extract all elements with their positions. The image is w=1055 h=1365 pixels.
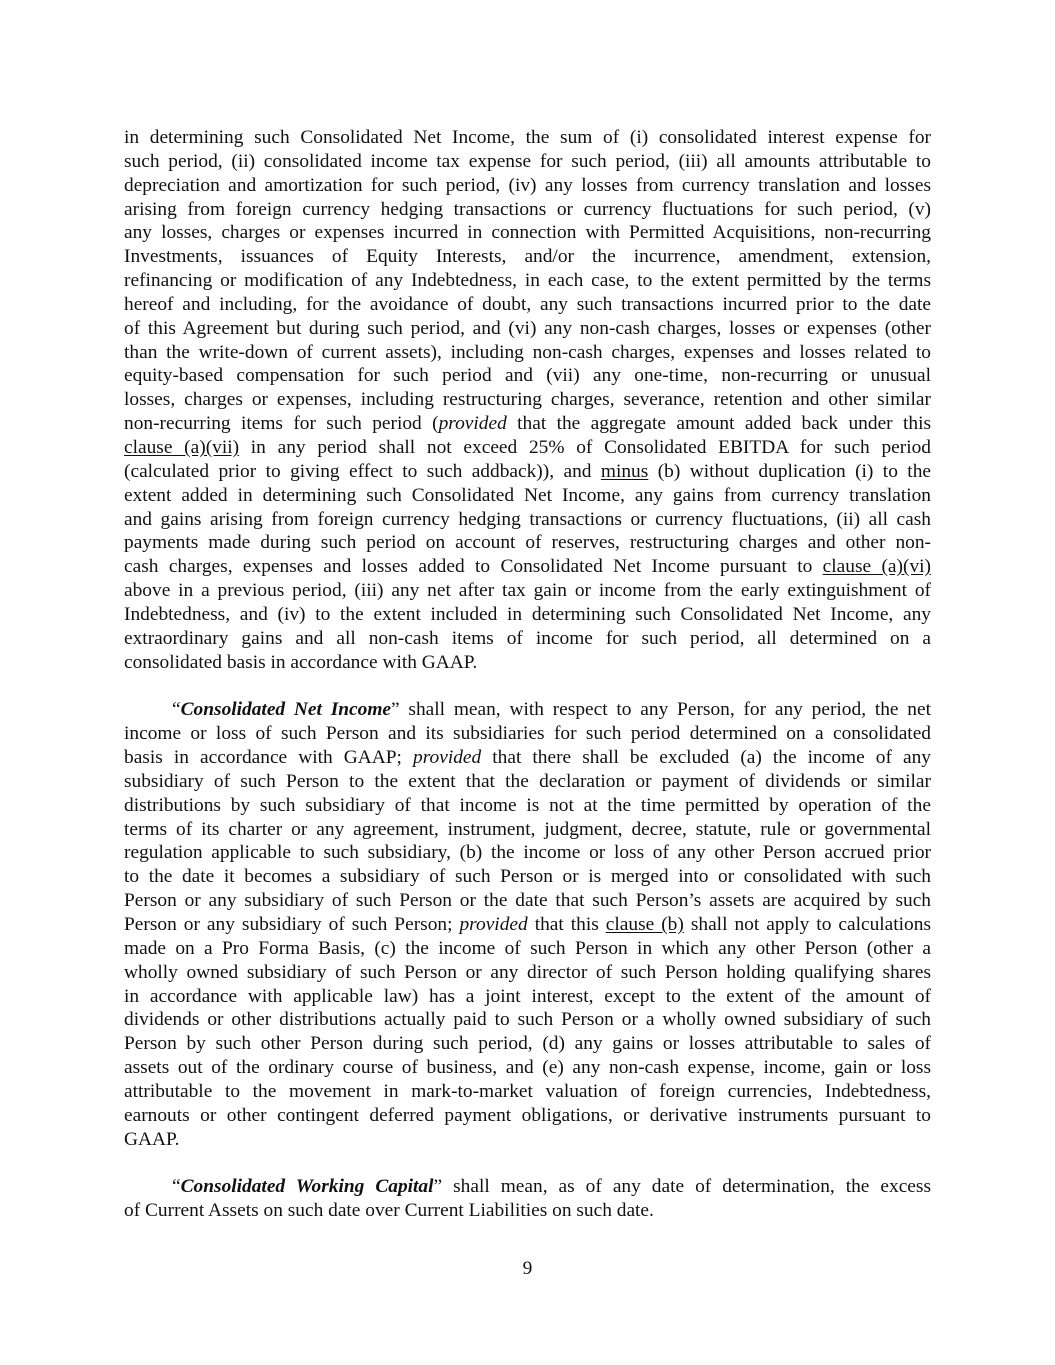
text-line <box>124 937 931 961</box>
text-line <box>124 341 931 365</box>
text-segment: distributions by such subsidiary of that income is not at the time permitted by operation of the <box>124 794 931 816</box>
text-segment: basis in accordance with GAAP; <box>124 747 413 769</box>
text-line <box>124 198 931 222</box>
text-segment: in accordance with applicable law) has a joint interest, except to the extent of the amount of <box>124 985 931 1007</box>
text-segment: earnouts or other contingent deferred payment obligations, or derivative instruments pursuant to <box>124 1104 931 1126</box>
page-number: 9 <box>522 1258 533 1279</box>
clause-reference: clause (a)(vii) <box>124 436 240 458</box>
text-segment: (b) without duplication (i) to the <box>648 460 931 482</box>
text-segment: consolidated basis in accordance with GAAP. <box>124 651 478 673</box>
text-line <box>124 1175 931 1199</box>
text-line <box>124 150 931 174</box>
text-line <box>124 1080 931 1104</box>
text-line <box>124 1056 931 1080</box>
text-line <box>124 174 931 198</box>
text-segment: terms of its charter or any agreement, instrument, judgment, decree, statute, rule or governmental <box>124 818 931 840</box>
paragraph-consolidated-working-capital <box>124 1175 931 1223</box>
text-line <box>124 293 931 317</box>
text-line <box>124 531 931 555</box>
text-line <box>124 985 931 1009</box>
text-segment: regulation applicable to such subsidiary, (b) the income or loss of any other Person accrued prior <box>124 842 931 864</box>
paragraph-ebitda-continuation <box>124 126 931 674</box>
text-segment: dividends or other distributions actually paid to such Person or a wholly owned subsidiary of such <box>124 1009 931 1031</box>
text-line <box>124 317 931 341</box>
clause-reference: clause (a)(vi) <box>822 556 931 578</box>
text-segment: Investments, issuances of Equity Interests, and/or the incurrence, amendment, extension, <box>124 246 931 268</box>
text-line <box>124 1104 931 1128</box>
text-line <box>124 698 931 722</box>
text-segment: payments made during such period on account of reserves, restructuring charges and other non- <box>124 532 931 554</box>
text-line <box>124 746 931 770</box>
text-segment: extraordinary gains and all non-cash items of income for such period, all determined on a <box>124 627 931 649</box>
text-line <box>124 603 931 627</box>
text-segment: to the date it becomes a subsidiary of such Person or is merged into or consolidated with such <box>124 866 931 888</box>
text-line <box>124 126 931 150</box>
text-segment: Person or any subsidiary of such Person; <box>124 914 460 935</box>
text-line <box>124 841 931 865</box>
text-segment: GAAP. <box>124 1128 180 1150</box>
text-segment: hereof and including, for the avoidance of doubt, any such transactions incurred prior to the date <box>124 293 931 315</box>
text-line <box>124 651 931 675</box>
text-segment: (calculated prior to giving effect to such addback)), and <box>124 460 601 482</box>
text-line <box>124 1032 931 1056</box>
text-line <box>124 794 931 818</box>
text-line <box>124 508 931 532</box>
text-line <box>124 484 931 508</box>
text-segment: any losses, charges or expenses incurred in connection with Permitted Acquisitions, non-recurring <box>124 222 931 244</box>
text-segment: income or loss of such Person and its subsidiaries for such period determined on a consolidated <box>124 723 931 745</box>
text-segment: attributable to the movement in mark-to-market valuation of foreign currencies, Indebtedness, <box>124 1080 931 1102</box>
text-line <box>124 412 931 436</box>
text-line <box>124 1128 931 1152</box>
text-segment: in any period shall not exceed 25% of Consolidated EBITDA for such period <box>239 436 931 458</box>
text-line <box>124 460 931 484</box>
text-segment: “ <box>172 1176 181 1198</box>
defined-term: Consolidated Net Income <box>180 699 392 721</box>
text-line <box>124 1199 931 1223</box>
text-segment: of this Agreement but during such period, and (vi) any non-cash charges, losses or expenses (other <box>124 317 931 339</box>
emphasis-text: provided <box>459 914 528 935</box>
text-segment: that there shall be excluded (a) the income of any <box>481 747 931 769</box>
text-segment: cash charges, expenses and losses added to Consolidated Net Income pursuant to <box>124 556 823 578</box>
text-segment: shall not apply to calculations <box>683 914 931 935</box>
text-line <box>124 961 931 985</box>
text-segment: ” shall mean, with respect to any Person, for any period, the net <box>391 699 931 721</box>
text-segment: non-recurring items for such period ( <box>124 413 439 435</box>
text-segment: that the aggregate amount added back under this <box>506 413 932 435</box>
text-line <box>124 889 931 913</box>
text-segment: assets out of the ordinary course of business, and (e) any non-cash expense, income, gain or loss <box>124 1057 931 1079</box>
text-segment: losses, charges or expenses, including restructuring charges, severance, retention and other similar <box>124 389 931 411</box>
text-segment: Person by such other Person during such period, (d) any gains or losses attributable to sales of <box>124 1033 931 1055</box>
text-line <box>124 722 931 746</box>
emphasis-text: provided <box>413 747 482 769</box>
text-segment: made on a Pro Forma Basis, (c) the income of such Person in which any other Person (other a <box>124 937 931 959</box>
text-line <box>124 388 931 412</box>
text-segment: than the write-down of current assets), including non-cash charges, expenses and losses related to <box>124 341 931 363</box>
text-line <box>124 913 931 937</box>
text-line <box>124 1008 931 1032</box>
text-segment: extent added in determining such Consolidated Net Income, any gains from currency translation <box>124 484 931 506</box>
text-segment: ” shall mean, as of any date of determination, the excess <box>433 1176 932 1198</box>
text-line <box>124 555 931 579</box>
text-segment: of Current Assets on such date over Current Liabilities on such date. <box>124 1200 654 1222</box>
text-segment: equity-based compensation for such period and (vii) any one-time, non-recurring or unusual <box>124 365 931 387</box>
document-page <box>124 126 931 1223</box>
text-line <box>124 627 931 651</box>
text-line <box>124 818 931 842</box>
text-segment: depreciation and amortization for such period, (iv) any losses from currency translation and losses <box>124 174 931 196</box>
paragraph-consolidated-net-income <box>124 698 931 1151</box>
text-segment: Indebtedness, and (iv) to the extent included in determining such Consolidated Net Income, any <box>124 603 931 625</box>
text-line <box>124 245 931 269</box>
text-line <box>124 436 931 460</box>
clause-reference: minus <box>600 460 649 482</box>
text-line <box>124 364 931 388</box>
text-segment: refinancing or modification of any Indebtedness, in each case, to the extent permitted by the terms <box>124 270 931 292</box>
text-line <box>124 865 931 889</box>
emphasis-text: provided <box>438 413 507 435</box>
text-segment: wholly owned subsidiary of such Person or any director of such Person holding qualifying shares <box>124 961 931 983</box>
text-segment: in determining such Consolidated Net Income, the sum of (i) consolidated interest expense for <box>124 127 931 148</box>
text-segment: that this <box>527 914 606 935</box>
text-segment: Person or any subsidiary of such Person or the date that such Person’s assets are acquired by such <box>124 890 931 912</box>
text-line <box>124 269 931 293</box>
text-segment: arising from foreign currency hedging transactions or currency fluctuations for such period, (v) <box>124 198 931 220</box>
text-line <box>124 579 931 603</box>
text-segment: such period, (ii) consolidated income tax expense for such period, (iii) all amounts attributable to <box>124 150 931 172</box>
defined-term: Consolidated Working Capital <box>180 1176 434 1198</box>
text-segment: above in a previous period, (iii) any net after tax gain or income from the early extinguishment of <box>124 580 931 602</box>
text-segment: and gains arising from foreign currency hedging transactions or currency fluctuations, (ii) all cash <box>124 508 931 530</box>
text-line <box>124 770 931 794</box>
clause-reference: clause (b) <box>605 914 684 935</box>
text-segment: subsidiary of such Person to the extent that the declaration or payment of dividends or similar <box>124 770 931 792</box>
text-segment: “ <box>172 699 181 721</box>
text-line <box>124 221 931 245</box>
